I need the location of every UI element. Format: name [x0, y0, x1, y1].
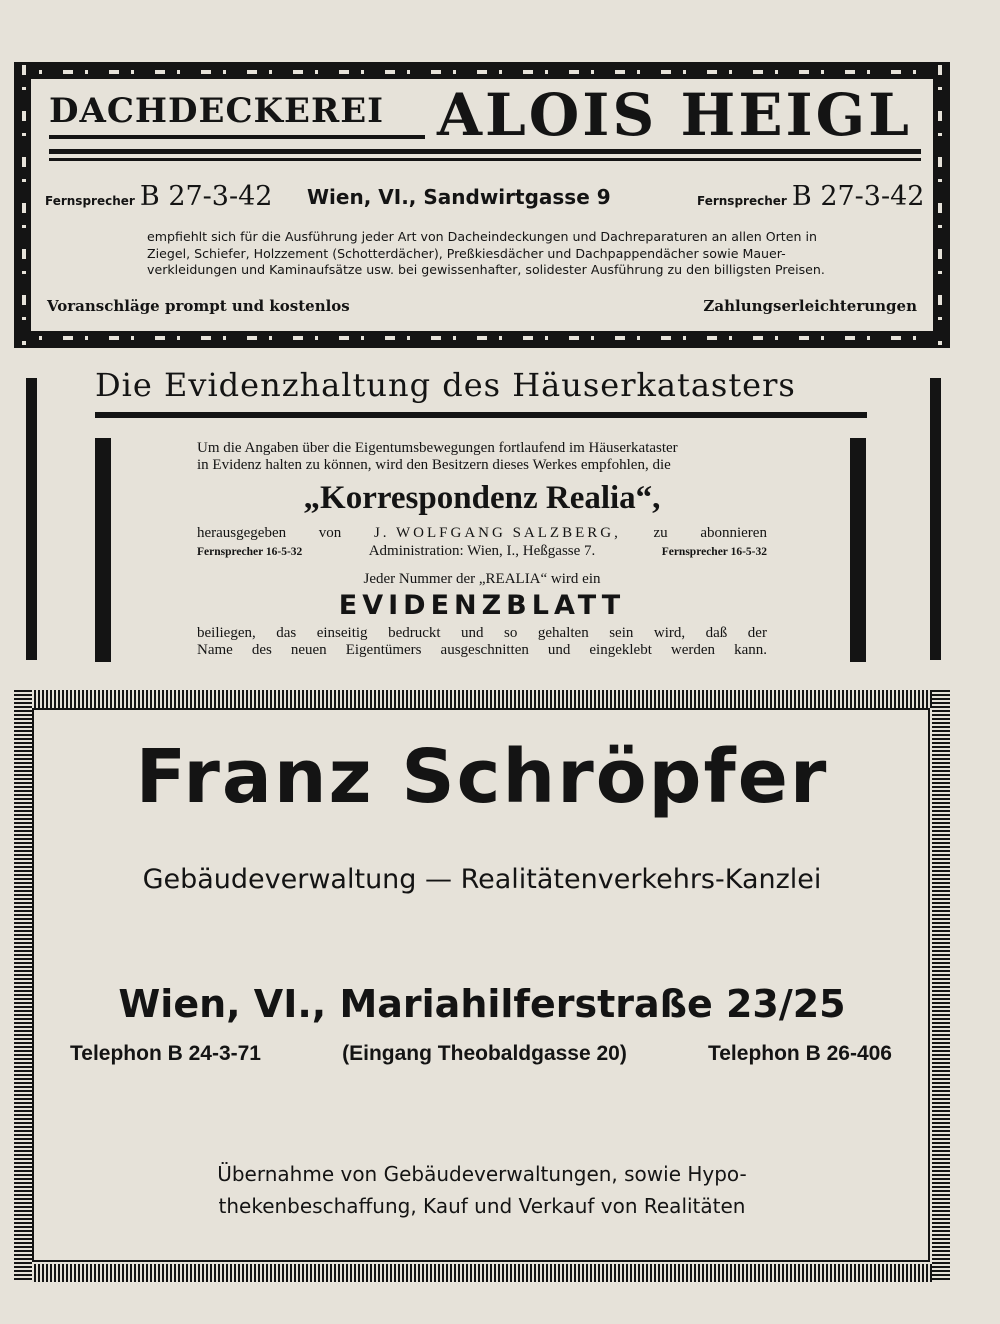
- administration-line: [197, 543, 767, 560]
- publisher-word: herausgegeben: [197, 525, 287, 541]
- schroepfer-address: Wien, VI., Mariahilferstraße 23/25: [118, 982, 846, 1026]
- schroepfer-telephone-line: [70, 1042, 892, 1066]
- inner-bar-right: [850, 438, 866, 662]
- closing-word: ausgeschnitten: [440, 642, 529, 658]
- schroepfer-description-line: Übernahme von Gebäudeverwaltungen, sowie Hypo-: [217, 1162, 747, 1186]
- schroepfer-name: Franz Schröpfer: [135, 734, 829, 820]
- ornamental-border-right: [933, 65, 947, 345]
- closing-word: der: [747, 625, 767, 641]
- closing-word: sein: [609, 625, 634, 641]
- closing-word: das: [276, 625, 297, 641]
- realia-heading-rule: [95, 412, 867, 418]
- phone-number-left: B 27-3-42: [139, 181, 273, 212]
- realia-intro-line: [197, 440, 767, 457]
- closing-word: bedruckt: [388, 625, 441, 641]
- publisher-word: von: [318, 525, 342, 541]
- closing-word: so: [504, 625, 518, 641]
- roofing-description-line: empfiehlt sich für die Ausführung jeder Art von Dacheindeckungen und Dachreparaturen an allen Orten in: [147, 229, 817, 244]
- phone-label-left: Fernsprecher: [45, 194, 135, 208]
- closing-word: gehalten: [537, 625, 589, 641]
- publisher-name: J. WOLFGANG SALZBERG,: [373, 525, 621, 541]
- closing-line-2: [197, 642, 767, 659]
- heading-rule-lower: [49, 158, 921, 161]
- realia-phone-left: Fernsprecher 16-5-32: [197, 546, 303, 558]
- closing-word: kann.: [734, 642, 767, 658]
- hatched-border-right: [932, 690, 950, 1282]
- phone-number-right: B 27-3-42: [791, 181, 925, 212]
- ornamental-border-left: [17, 65, 31, 345]
- publisher-word: zu: [653, 525, 668, 541]
- side-bar-right: [930, 378, 941, 660]
- realia-administration: Administration: Wien, I., Heßgasse 7.: [368, 543, 596, 559]
- schroepfer-description-line: thekenbeschaffung, Kauf und Verkauf von Realitäten: [218, 1194, 746, 1218]
- inner-bar-left: [95, 438, 111, 662]
- publication-name: „Korrespondenz Realia“,: [303, 480, 661, 516]
- closing-word: Name: [197, 642, 233, 658]
- closing-word: und: [461, 625, 484, 641]
- realia-intro-text: Um die Angaben über die Eigentumsbewegungen fortlaufend im Häuserkataster: [197, 440, 678, 456]
- heading-rule-upper: [49, 149, 921, 154]
- schroepfer-subtitle: Gebäudeverwaltung — Realitätenverkehrs-Kanzlei: [142, 864, 822, 895]
- closing-word: wird,: [653, 625, 686, 641]
- roofing-description-line: verkleidungen und Kaminaufsätze usw. bei gewissenhafter, solidester Ausführung zu den billigsten Preisen.: [147, 262, 825, 277]
- closing-word: werden: [670, 642, 716, 658]
- closing-word: eingeklebt: [589, 642, 652, 658]
- realia-intro-text: in Evidenz halten zu können, wird den Besitzern dieses Werkes empfohlen, die: [197, 457, 671, 473]
- roofing-ad: [14, 62, 950, 348]
- side-bar-left: [26, 378, 37, 660]
- schroepfer-description: [120, 1158, 844, 1222]
- realia-intro-line: [197, 457, 767, 474]
- roofing-address: Wien, VI., Sandwirtgasse 9: [307, 185, 611, 209]
- closing-word: Eigentümers: [345, 642, 422, 658]
- supplement-title: EVIDENZBLATT: [338, 590, 626, 621]
- realia-phone-right: Fernsprecher 16-5-32: [661, 546, 767, 558]
- title-underline: [49, 135, 425, 139]
- closing-word: daß: [705, 625, 728, 641]
- entrance-note: (Eingang Theobaldgasse 20): [342, 1042, 627, 1065]
- closing-word: einseitig: [316, 625, 368, 641]
- closing-word: neuen: [290, 642, 327, 658]
- ornamental-border-bottom: [17, 331, 947, 345]
- issue-line: Jeder Nummer der „REALIA“ wird ein: [363, 571, 601, 587]
- hatched-border-bottom: [14, 1264, 950, 1282]
- ornamental-border-top: [17, 65, 947, 79]
- roofing-footer-right: Zahlungserleichterungen: [703, 297, 917, 315]
- publisher-line: [197, 525, 767, 542]
- hatched-border-left: [14, 690, 32, 1282]
- phone-block-right: [697, 181, 924, 212]
- roofing-title-right: ALOIS HEIGL: [437, 81, 912, 149]
- hatched-border-top: [14, 690, 950, 708]
- closing-word: beiliegen,: [197, 625, 256, 641]
- roofing-footer-left: Voranschläge prompt und kostenlos: [47, 297, 350, 315]
- roofing-description: [147, 229, 927, 279]
- publisher-word: abonnieren: [700, 525, 767, 541]
- phone-block-left: [45, 181, 272, 212]
- roofing-description-line: Ziegel, Schiefer, Holzzement (Schotterdächer), Preßkiesdächer und Dachpappendächer sowie Mauer-: [147, 245, 786, 261]
- phone-label-right: Fernsprecher: [697, 194, 787, 208]
- closing-line-1: [197, 625, 767, 642]
- roofing-title-left: DACHDECKEREI: [49, 91, 385, 131]
- telephone-left: Telephon B 24-3-71: [70, 1042, 261, 1065]
- closing-word: und: [547, 642, 571, 658]
- realia-heading: Die Evidenzhaltung des Häuserkatasters: [95, 366, 796, 404]
- telephone-right: Telephon B 26-406: [707, 1042, 892, 1065]
- closing-word: des: [251, 642, 272, 658]
